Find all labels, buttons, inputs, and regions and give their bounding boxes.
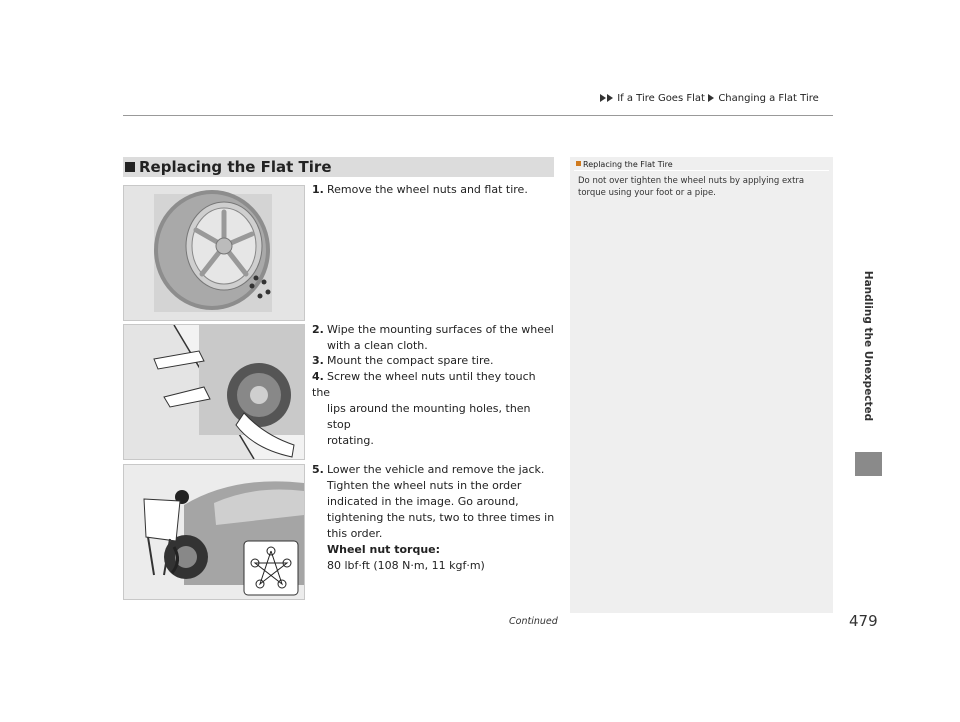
side-tab[interactable] xyxy=(853,240,883,452)
breadcrumb-current: Changing a Flat Tire xyxy=(718,93,819,104)
torque-label: Wheel nut torque: xyxy=(327,543,441,556)
illustration-tighten-nuts xyxy=(123,464,305,600)
step-2 xyxy=(312,322,557,354)
page-number: 479 xyxy=(849,612,878,630)
breadcrumb-arrow-icon xyxy=(607,94,613,102)
step-3 xyxy=(312,353,557,369)
step-text: Lower the vehicle and remove the jack. xyxy=(327,463,545,476)
continued-label: Continued xyxy=(509,616,558,627)
car-side-icon xyxy=(124,465,304,599)
step-4 xyxy=(312,369,557,449)
step-text: tightening the nuts, two to three times in xyxy=(327,511,555,524)
tire-icon xyxy=(124,186,304,320)
step-text: Tighten the wheel nuts in the order xyxy=(327,479,522,492)
torque-value: 80 lbf·ft (108 N·m, 11 kgf·m) xyxy=(327,559,485,572)
note-panel xyxy=(570,157,833,613)
side-tab-label: Handling the Unexpected xyxy=(862,270,874,422)
step-number: 4. xyxy=(312,370,324,383)
step-number: 2. xyxy=(312,323,324,336)
step-number: 1. xyxy=(312,183,324,196)
illustration-mount-spare xyxy=(123,324,305,460)
step-text: with a clean cloth. xyxy=(327,339,428,352)
step-text: rotating. xyxy=(327,434,374,447)
section-square-icon xyxy=(125,162,135,172)
note-link-icon xyxy=(576,161,581,166)
breadcrumb-parent[interactable]: If a Tire Goes Flat xyxy=(617,93,705,104)
step-number: 3. xyxy=(312,354,324,367)
header-rule xyxy=(123,115,833,116)
note-line: Do not over tighten the wheel nuts by applying extra xyxy=(578,176,805,186)
step-text: Wipe the mounting surfaces of the wheel xyxy=(327,323,554,336)
hub-icon xyxy=(124,325,304,459)
step-text: Mount the compact spare tire. xyxy=(327,354,494,367)
step-text: indicated in the image. Go around, xyxy=(327,495,519,508)
breadcrumb-arrow-icon xyxy=(600,94,606,102)
breadcrumb xyxy=(600,93,819,104)
step-5 xyxy=(312,462,557,574)
section-title-text: Replacing the Flat Tire xyxy=(139,158,332,176)
side-tab-marker xyxy=(855,452,882,476)
note-heading[interactable] xyxy=(576,160,673,169)
step-text: Remove the wheel nuts and flat tire. xyxy=(327,183,528,196)
step-text: this order. xyxy=(327,527,383,540)
breadcrumb-arrow-icon xyxy=(708,94,714,102)
illustration-remove-tire xyxy=(123,185,305,321)
step-text: lips around the mounting holes, then stop xyxy=(327,402,531,431)
note-line: torque using your foot or a pipe. xyxy=(578,188,716,198)
note-divider xyxy=(574,170,829,171)
step-1 xyxy=(312,182,557,198)
section-title xyxy=(123,157,332,177)
step-number: 5. xyxy=(312,463,324,476)
step-text: Screw the wheel nuts until they touch the xyxy=(312,370,536,399)
note-heading-text: Replacing the Flat Tire xyxy=(583,160,673,169)
note-text xyxy=(578,175,828,199)
